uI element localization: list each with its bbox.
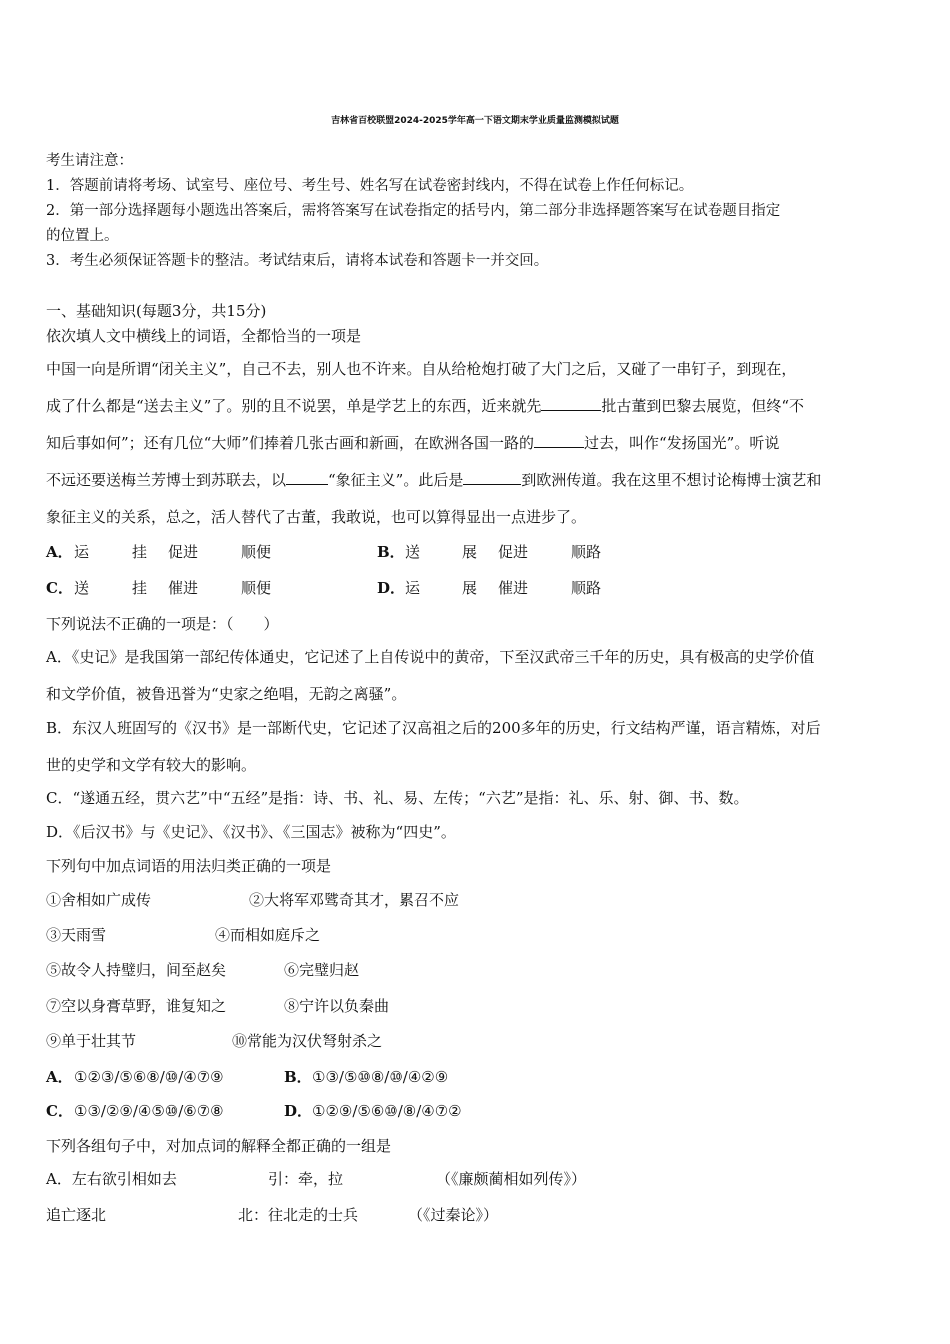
notice-item-2-cont: 的位置上。: [46, 228, 119, 244]
fill-blank-1[interactable]: [541, 396, 601, 411]
q3-item: ⑧宁许以负秦曲: [284, 997, 390, 1015]
fill-blank-4[interactable]: [463, 470, 521, 485]
section-heading: 一、基础知识(每题3分，共15分): [46, 302, 267, 320]
q3-stem: 下列句中加点词语的用法归类正确的一项是: [46, 857, 332, 875]
q2-option-d[interactable]: D．《后汉书》与《史记》、《汉书》、《三国志》被称为“四史”。: [46, 823, 456, 841]
q1-stem: 依次填人文中横线上的词语，全都恰当的一项是: [46, 327, 362, 345]
q1-passage-line: 中国一向是所谓“闭关主义”，自己不去，别人也不许来。自从给枪炮打破了大门之后，又碰了一串钉子，到现在，: [46, 360, 797, 378]
fill-blank-2[interactable]: [534, 433, 584, 448]
q1-passage-line: 不远还要送梅兰芳博士到苏联去，以 “象征主义”。此后是 到欧洲传道。我在这里不想讨论梅博士演艺和: [46, 471, 822, 489]
q1-passage-line: 成了什么都是“送去主义”了。别的且不说罢，单是学艺上的东西，近来就先 批古董到巴黎去展览，但终“不: [46, 397, 805, 415]
q3-item: ②大将军邓骘奇其才，累召不应: [249, 891, 460, 909]
notice-heading: 考生请注意：: [46, 153, 133, 169]
q2-option-a-cont: 和文学价值，被鲁迅誉为“史家之绝唱，无韵之离骚”。: [46, 685, 407, 703]
q3-item: ⑨单于壮其节: [46, 1032, 137, 1050]
q2-option-a[interactable]: A．《史记》是我国第一部纪传体通史，它记述了上自传说中的黄帝，下至汉武帝三千年的历史，具有极高的史学价值: [46, 648, 815, 666]
fill-blank-3[interactable]: [286, 470, 328, 485]
q3-item: ③天雨雪: [46, 926, 107, 944]
q3-item: ④而相如庭斥之: [215, 926, 321, 944]
q3-item: ⑤故令人持璧归，间至赵矣: [46, 961, 227, 979]
q3-item: ⑩常能为汉伏弩射杀之: [232, 1032, 383, 1050]
q3-item: ①舍相如广成传: [46, 891, 152, 909]
q2-stem: 下列说法不正确的一项是：（ ）: [46, 615, 279, 633]
q2-option-c[interactable]: C．“遂通五经，贯六艺”中“五经”是指：诗、书、礼、易、左传；“六艺”是指：礼、乐、射、御、书、数。: [46, 789, 749, 807]
q4-stem: 下列各组句子中，对加点词的解释全都正确的一组是: [46, 1137, 392, 1155]
notice-item-1: 1．答题前请将考场、试室号、座位号、考生号、姓名写在试卷密封线内，不得在试卷上作任何标记。: [46, 178, 694, 194]
q1-passage-line: 知后事如何”；还有几位“大师”们捧着几张古画和新画，在欧洲各国一路的 过去，叫作“发扬国光”。听说: [46, 434, 780, 452]
q3-item: ⑥完璧归赵: [284, 961, 360, 979]
q3-item: ⑦空以身膏草野，谁复知之: [46, 997, 227, 1015]
page-title: 吉林省百校联盟2024-2025学年高一下语文期末学业质量监测模拟试题: [331, 116, 619, 126]
q2-option-b-cont: 世的史学和文学有较大的影响。: [46, 756, 257, 774]
q1-passage-line: 象征主义的关系，总之，活人替代了古董，我敢说，也可以算得显出一点进步了。: [46, 508, 587, 526]
q2-option-b[interactable]: B．东汉人班固写的《汉书》是一部断代史，它记述了汉高祖之后的200多年的历史，行文结构严谨，语言精炼，对后: [46, 719, 821, 737]
notice-item-2: 2．第一部分选择题每小题选出答案后，需将答案写在试卷指定的括号内，第二部分非选择题答案写在试卷题目指定: [46, 203, 781, 219]
notice-item-3: 3．考生必须保证答题卡的整洁。考试结束后，请将本试卷和答题卡一并交回。: [46, 253, 549, 269]
